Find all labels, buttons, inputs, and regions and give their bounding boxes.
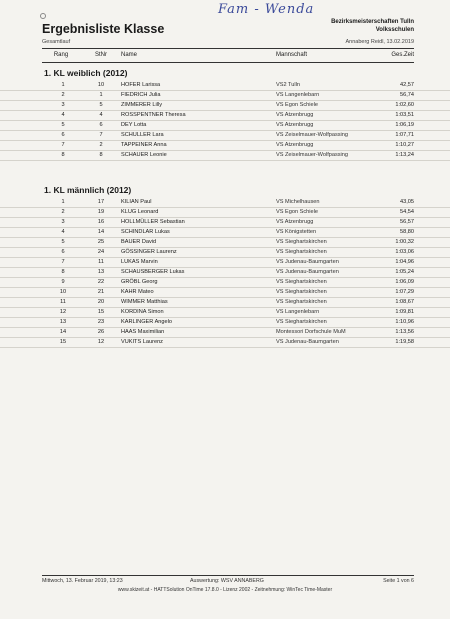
table-row [0,248,450,258]
bib-number-cell: 25 [97,239,105,245]
bib-number-cell: 24 [97,249,105,255]
rank-cell: 3 [61,219,65,225]
bib-number-cell: 6 [99,122,103,128]
footer-date: Mittwoch, 13. Februar 2019, 13:23 [42,578,123,584]
school-cell: VS Sieghartskirchen [276,249,327,255]
athlete-name-cell: KORDINA Simon [121,309,164,315]
rank-cell: 7 [61,142,65,148]
bib-number-cell: 20 [97,299,105,305]
athlete-name-cell: ROSSPENTNER Theresa [121,112,186,118]
school-cell: VS Zeiselmauer-Wolfpassing [276,152,349,158]
school-cell: VS Judenau-Baumgarten [276,339,339,345]
bib-number-cell: 4 [99,112,103,118]
column-header-row [0,52,450,61]
rank-cell: 5 [61,122,65,128]
bib-number-cell: 17 [97,199,105,205]
bib-number-cell: 26 [97,329,105,335]
school-cell: VS Atzenbrugg [276,112,314,118]
time-cell: 1:00,32 [395,239,414,245]
athlete-name-cell: KARLINGER Angelo [121,319,172,325]
school-cell: VS Langenlebarn [276,92,320,98]
school-cell: VS Atzenbrugg [276,219,314,225]
athlete-name-cell: LUKAS Marvin [121,259,158,265]
time-cell: 1:03,51 [395,112,414,118]
bib-number-cell: 19 [97,209,105,215]
results-table-girls [0,81,450,161]
rank-cell: 2 [61,92,65,98]
bib-number-cell: 10 [97,82,105,88]
athlete-name-cell: GRÖBL Georg [121,279,158,285]
footer-software-credit: www.skizeit.at - HATTSolution OnTime 17.8.0 - Lizenz 2002 - Zeitnehmung: WinTec Time-Master [117,587,333,593]
bib-number-cell: 2 [99,142,103,148]
rank-cell: 3 [61,102,65,108]
table-row [0,268,450,278]
school-cell: VS Sieghartskirchen [276,289,327,295]
school-cell: VS2 Tulln [276,82,300,88]
bib-number-cell: 5 [99,102,103,108]
athlete-name-cell: HAAS Maximilian [121,329,165,335]
time-cell: 1:06,09 [395,279,414,285]
time-cell: 1:04,96 [395,259,414,265]
column-header-name: Name [121,52,138,58]
athlete-name-cell: SCHULLER Lara [121,132,164,138]
school-cell: VS Sieghartskirchen [276,299,327,305]
rank-cell: 12 [59,309,67,315]
time-cell: 1:09,81 [395,309,414,315]
athlete-name-cell: VUKITS Laurenz [121,339,163,345]
school-cell: VS Egon Schiele [276,102,318,108]
page-subtitle: Gesamtlauf [42,39,71,45]
table-row [0,228,450,238]
time-cell: 54,54 [400,209,414,215]
rank-cell: 2 [61,209,65,215]
athlete-name-cell: HOLLMÜLLER Sebastian [121,219,185,225]
athlete-name-cell: SCHAUSBERGER Lukas [121,269,185,275]
bib-number-cell: 14 [97,229,105,235]
rank-cell: 5 [61,239,65,245]
table-row [0,218,450,228]
event-name [331,18,414,34]
time-cell: 1:08,67 [395,299,414,305]
bib-number-cell: 1 [99,92,103,98]
footer-organizer: Auswertung: WSV ANNABERG [190,578,264,584]
table-row [0,91,450,101]
table-row [0,338,450,348]
rank-cell: 4 [61,229,65,235]
school-cell: VS Atzenbrugg [276,122,314,128]
athlete-name-cell: SCHAUER Leonie [121,152,167,158]
table-row [0,208,450,218]
time-cell: 42,57 [400,82,414,88]
athlete-name-cell: KAHR Mateo [121,289,154,295]
table-row [0,258,450,268]
rank-cell: 9 [61,279,65,285]
time-cell: 56,74 [400,92,414,98]
results-table-boys [0,198,450,348]
rank-cell: 14 [59,329,67,335]
footer-page-number: Seite 1 von 6 [383,578,414,584]
rank-cell: 1 [61,82,65,88]
column-header-stnr: StNr [95,52,107,58]
bib-number-cell: 7 [99,132,103,138]
table-row [0,141,450,151]
rank-cell: 1 [61,199,65,205]
school-cell: VS Atzenbrugg [276,142,314,148]
table-row [0,121,450,131]
time-cell: 1:05,24 [395,269,414,275]
table-row [0,328,450,338]
athlete-name-cell: FIEDRICH Julia [121,92,161,98]
rank-cell: 4 [61,112,65,118]
bib-number-cell: 8 [99,152,103,158]
school-cell: VS Langenlebarn [276,309,320,315]
athlete-name-cell: BAUER David [121,239,157,245]
rank-cell: 8 [61,152,65,158]
school-cell: VS Sieghartskirchen [276,239,327,245]
bib-number-cell: 23 [97,319,105,325]
table-row [0,198,450,208]
rank-cell: 10 [59,289,67,295]
section-title-girls: 1. KL weiblich (2012) [44,68,128,78]
bib-number-cell: 16 [97,219,105,225]
table-row [0,278,450,288]
rank-cell: 11 [60,299,66,305]
rank-cell: 7 [61,259,65,265]
section-title-boys: 1. KL männlich (2012) [44,185,132,195]
rank-cell: 8 [61,269,65,275]
punch-hole-mark [40,13,46,19]
school-cell: VS Sieghartskirchen [276,279,327,285]
school-cell: VS Michelhausen [276,199,320,205]
page-title: Ergebnisliste Klasse [42,22,165,36]
athlete-name-cell: GÖSSINGER Laurenz [121,249,177,255]
event-line-2: Volksschulen [375,27,414,33]
school-cell: VS Zeiselmauer-Wolfpassing [276,132,349,138]
athlete-name-cell: SCHINDLAR Lukas [121,229,170,235]
bib-number-cell: 12 [97,339,105,345]
school-cell: VS Judenau-Baumgarten [276,269,339,275]
bib-number-cell: 11 [98,259,104,265]
time-cell: 1:13,56 [395,329,414,335]
time-cell: 1:07,71 [395,132,414,138]
bib-number-cell: 21 [97,289,105,295]
athlete-name-cell: KILIAN Paul [121,199,152,205]
rank-cell: 6 [61,132,65,138]
table-row [0,318,450,328]
time-cell: 1:10,27 [395,142,414,148]
table-row [0,308,450,318]
school-cell: VS Judenau-Baumgarten [276,259,339,265]
time-cell: 1:06,19 [395,122,414,128]
rank-cell: 6 [61,249,65,255]
athlete-name-cell: WIMMER Matthias [121,299,168,305]
table-row [0,151,450,161]
school-cell: VS Königstetten [276,229,317,235]
time-cell: 58,80 [400,229,414,235]
school-cell: Montessori Dorfschule MuM [276,329,346,335]
bib-number-cell: 13 [97,269,105,275]
athlete-name-cell: ZIMMERER Lilly [121,102,163,108]
bib-number-cell: 15 [97,309,105,315]
athlete-name-cell: TAPPEINER Anna [121,142,167,148]
time-cell: 43,05 [400,199,414,205]
bib-number-cell: 22 [97,279,105,285]
footer-divider [42,575,414,576]
column-header-rang: Rang [53,52,69,58]
school-cell: VS Egon Schiele [276,209,318,215]
table-row [0,238,450,248]
column-header-time: Ges.Zeit [391,52,414,58]
column-header-club: Mannschaft [276,52,308,58]
athlete-name-cell: DEY Lotta [121,122,147,128]
table-row [0,111,450,121]
rank-cell: 15 [59,339,67,345]
time-cell: 1:10,96 [395,319,414,325]
table-row [0,81,450,91]
table-row [0,131,450,141]
table-row [0,288,450,298]
time-cell: 1:02,60 [395,102,414,108]
time-cell: 1:19,58 [395,339,414,345]
header-divider [42,48,414,49]
event-line-1: Bezirksmeisterschaften Tulln [331,19,414,25]
table-row [0,298,450,308]
time-cell: 1:13,24 [395,152,414,158]
time-cell: 56,57 [400,219,414,225]
athlete-name-cell: KLUG Leonard [121,209,159,215]
column-header-divider [42,62,414,63]
time-cell: 1:07,29 [395,289,414,295]
time-cell: 1:03,06 [395,249,414,255]
venue-date: Annaberg Reidl, 13.02.2019 [345,39,414,45]
athlete-name-cell: HOFER Larissa [121,82,161,88]
handwritten-note: Fam - Wenda [218,2,315,17]
school-cell: VS Sieghartskirchen [276,319,327,325]
table-row [0,101,450,111]
rank-cell: 13 [59,319,67,325]
